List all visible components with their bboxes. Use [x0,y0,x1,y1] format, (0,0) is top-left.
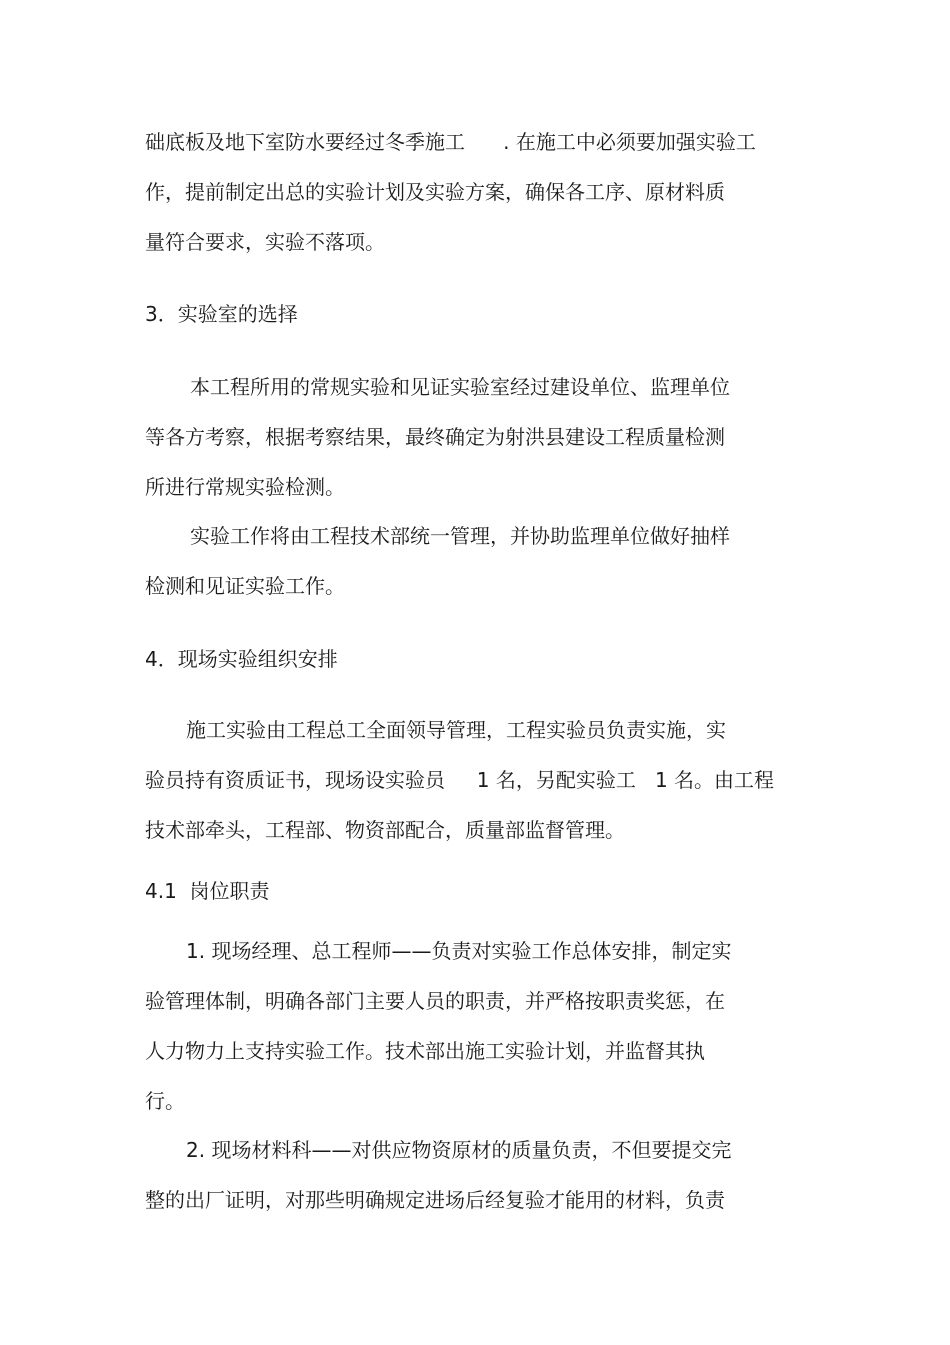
body-line-16: 2. 现场材料科——对供应物资原材的质量负责，不但要提交完 [186,1138,732,1162]
body-line-11: 技术部牵头，工程部、物资部配合，质量部监督管理。 [145,818,625,842]
body-line-4: 本工程所用的常规实验和见证实验室经过建设单位、监理单位 [190,375,730,399]
body-line-14: 人力物力上支持实验工作。技术部出施工实验计划，并监督其执 [145,1039,705,1063]
body-line-17: 整的出厂证明，对那些明确规定进场后经复验才能用的材料，负责 [145,1188,725,1212]
body-line-13: 验管理体制，明确各部门主要人员的职责，并严格按职责奖惩，在 [145,989,725,1013]
body-line-9: 施工实验由工程总工全面领导管理，工程实验员负责实施，实 [186,718,726,742]
body-line-8: 检测和见证实验工作。 [145,574,345,598]
body-line-15: 行。 [145,1089,185,1113]
section-heading-4: 4．现场实验组织安排 [145,647,338,671]
body-line-6: 所进行常规实验检测。 [145,475,345,499]
body-line-5: 等各方考察，根据考察结果，最终确定为射洪县建设工程质量检测 [145,425,725,449]
body-line-7: 实验工作将由工程技术部统一管理，并协助监理单位做好抽样 [190,524,730,548]
body-line-3: 量符合要求，实验不落项。 [145,230,385,254]
subsection-heading-4-1: 4.1 岗位职责 [145,879,270,903]
body-line-10: 验员持有资质证书，现场设实验员 1 名，另配实验工 1 名。由工程 [145,768,775,792]
body-line-12: 1. 现场经理、总工程师——负责对实验工作总体安排，制定实 [186,939,732,963]
section-heading-3: 3．实验室的选择 [145,302,298,326]
body-line-1: 础底板及地下室防水要经过冬季施工 . 在施工中必须要加强实验工 [145,130,756,154]
body-line-2: 作，提前制定出总的实验计划及实验方案，确保各工序、原材料质 [145,180,725,204]
